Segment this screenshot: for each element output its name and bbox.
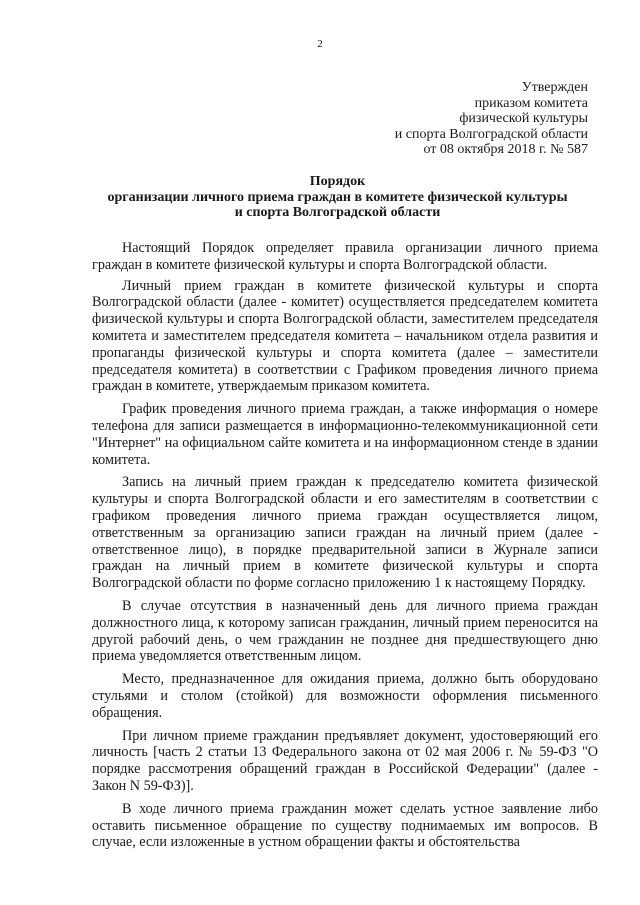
body-paragraph: Место, предназначенное для ожидания приема, должно быть оборудовано стульями и столом (стойкой) для возможности оформления письменного обращения. (92, 671, 598, 721)
title-line: организации личного приема граждан в комитете физической культуры (107, 189, 568, 205)
approval-line: от 08 октября 2018 г. № 587 (423, 142, 588, 157)
title-line: Порядок (309, 174, 366, 189)
document-title (80, 174, 595, 221)
document-body (92, 240, 598, 857)
approval-line: приказом комитета (474, 95, 588, 111)
body-paragraph: В ходе личного приема гражданин может сделать устное заявление либо оставить письменное обращение по существу поднимаемых им вопросов. В случае, если изложенные в устном обращении факты и обстоятельства (92, 800, 598, 851)
body-paragraph: Запись на личный прием граждан к председателю комитета физической культуры и спорта Волгоградской области и его заместителям в соответствии с графиком проведения личного приема граждан осуществляется лицом, ответственным за организацию записи граждан на личный прием (далее - ответственное лицо), в порядке предварительной записи в Журнале записи граждан на личный прием в комитете физической культуры и спорта Волгоградской области по форме согласно приложению 1 к настоящему Порядку. (92, 474, 598, 592)
body-paragraph: При личном приеме гражданин предъявляет документ, удостоверяющий его личность [часть 2 статьи 13 Федерального закона от 02 мая 2006 г. № 59-ФЗ "О порядке рассмотрения обращений граждан в Российской Федерации" (далее - Закон N 59-ФЗ)]. (92, 727, 598, 794)
approval-line: физической культуры (459, 111, 588, 126)
approval-block (395, 80, 588, 158)
page-number: 2 (317, 38, 323, 50)
approval-line: Утвержден (521, 80, 588, 95)
body-paragraph: Личный прием граждан в комитете физической культуры и спорта Волгоградской области (далее - комитет) осуществляется председателем комитета физической культуры и спорта Волгоградской области, заместителем председателя комитета и заместителем председателя комитета – начальником отдела развития и пропаганды физической культуры и спорта комитета (далее – заместители председателя комитета) в соответствии с Графиком проведения личного приема граждан в комитете, утверждаемым приказом комитета. (92, 277, 598, 395)
body-paragraph: Настоящий Порядок определяет правила организации личного приема граждан в комитете физической культуры и спорта Волгоградской области. (92, 240, 598, 273)
title-line: и спорта Волгоградской области (234, 205, 441, 220)
body-paragraph: График проведения личного приема граждан, а также информация о номере телефона для записи размещается в информационно-телекоммуникационной сети "Интернет" на официальном сайте комитета и на информационном стенде в здании комитета. (92, 401, 598, 468)
body-paragraph: В случае отсутствия в назначенный день для личного приема граждан должностного лица, к которому записан гражданин, личный прием переносится на другой рабочий день, о чем гражданин не позднее дня предшествующего дню приема уведомляется ответственным лицом. (92, 597, 598, 665)
approval-line: и спорта Волгоградской области (394, 126, 588, 142)
